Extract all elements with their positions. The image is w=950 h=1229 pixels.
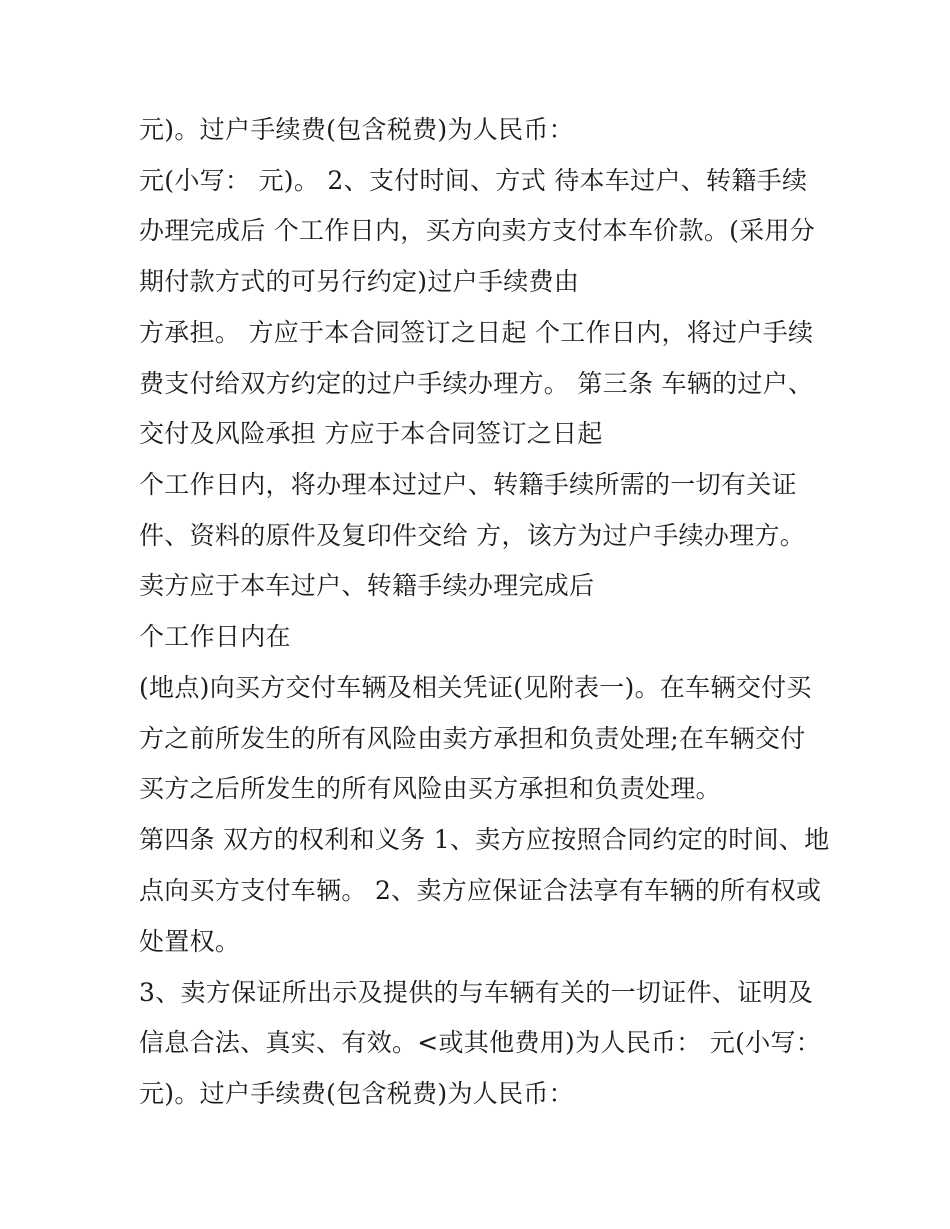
text-line: 方承担。 方应于本合同签订之日起 个工作日内，将过户手续 [139,318,814,347]
text-line: 元)。过户手续费(包含税费)为人民币： [139,115,574,144]
text-line: 信息合法、真实、有效。<或其他费用)为人民币： 元(小写： [139,1028,822,1057]
text-line: 买方之后所发生的所有风险由买方承担和负责处理。 [139,774,721,803]
text-line: 元)。过户手续费(包含税费)为人民币： [139,1079,574,1108]
text-line: 元(小写： 元)。 2、支付时间、方式 待本车过户、转籍手续 [139,166,808,195]
text-line: 3、卖方保证所出示及提供的与车辆有关的一切证件、证明及 [139,978,814,1007]
text-line: 方之前所发生的所有风险由卖方承担和负责处理;在车辆交付 [139,724,806,753]
text-line: 第四条 双方的权利和义务 1、卖方应按照合同约定的时间、地 [139,825,830,854]
text-line: 费支付给双方约定的过户手续办理方。 第三条 车辆的过户、 [139,369,814,398]
text-line: 办理完成后 个工作日内，买方向卖方支付本车价款。(采用分 [139,216,816,245]
text-line: 件、资料的原件及复印件交给 方，该方为过户手续办理方。 [139,521,806,550]
text-line: 点向买方支付车辆。 2、卖方应保证合法享有车辆的所有权或 [139,876,822,905]
text-line: 个工作日内，将办理本过过户、转籍手续所需的一切有关证 [139,470,797,499]
text-line: 交付及风险承担 方应于本合同签订之日起 [139,419,603,448]
text-line: (地点)向买方交付车辆及相关凭证(见附表一)。在车辆交付买 [139,673,812,702]
text-line: 卖方应于本车过户、转籍手续办理完成后 [139,571,595,600]
text-line: 处置权。 [139,927,241,956]
text-line: 个工作日内在 [139,622,291,651]
text-line: 期付款方式的可另行约定)过户手续费由 [139,267,580,296]
